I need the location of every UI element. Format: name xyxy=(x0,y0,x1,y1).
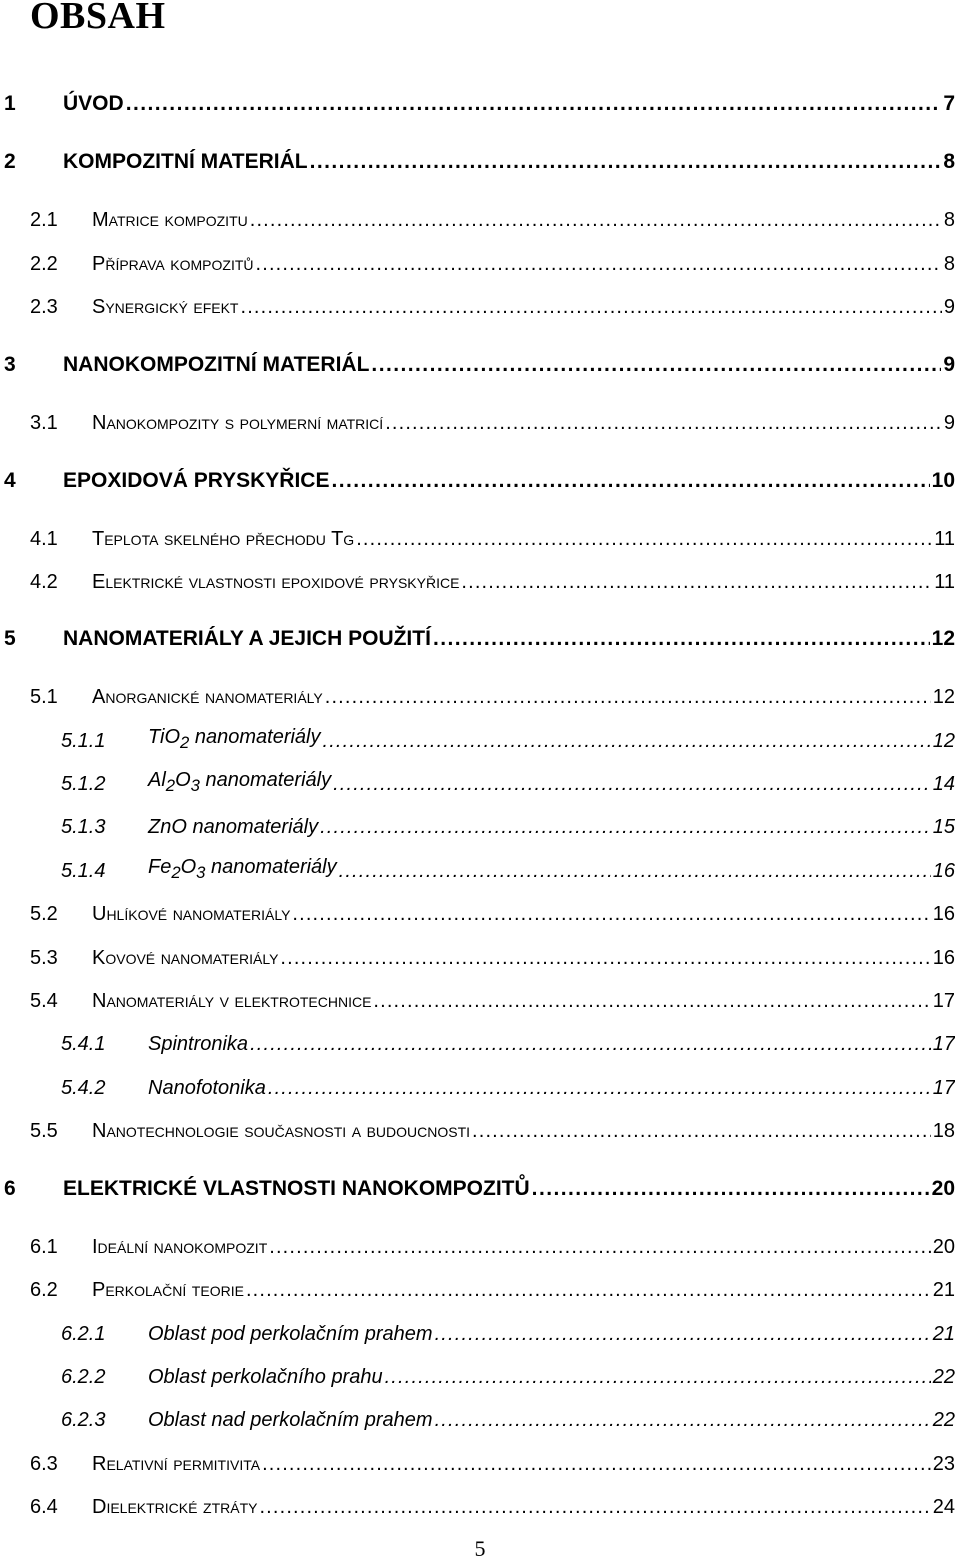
leader-dots xyxy=(248,209,942,232)
leader-dots xyxy=(371,990,930,1013)
toc-number: 6.1 xyxy=(30,1236,58,1258)
toc-label: NANOMATERIÁLY A JEJICH POUŽITÍ xyxy=(63,627,431,650)
toc-page: 20 xyxy=(932,1236,955,1258)
toc-number: 5.1.2 xyxy=(61,773,106,795)
toc-entry-4-2[interactable] xyxy=(0,564,955,594)
toc-label: Oblast pod perkolačním prahem xyxy=(148,1323,433,1345)
leader-dots xyxy=(244,1279,931,1302)
leader-dots xyxy=(354,528,932,551)
toc-page: 7 xyxy=(943,92,955,115)
toc-page: 17 xyxy=(932,1077,955,1099)
toc-entry-5-1-4[interactable] xyxy=(0,853,955,883)
toc-entry-3[interactable] xyxy=(0,347,955,377)
subscript: 2 xyxy=(180,733,190,752)
label-text: nanomateriály xyxy=(189,726,321,748)
leader-dots xyxy=(433,1409,931,1432)
toc-entry-5-1[interactable] xyxy=(0,679,955,709)
toc-entry-6-2-3[interactable] xyxy=(0,1402,955,1432)
page-number: 5 xyxy=(474,1536,486,1561)
toc-page: 11 xyxy=(934,528,955,550)
toc-number: 6.3 xyxy=(30,1453,58,1475)
toc-label: Nanofotonika xyxy=(148,1077,266,1099)
toc-number: 6.2.2 xyxy=(61,1366,106,1388)
leader-dots xyxy=(124,92,942,116)
toc-label: Oblast nad perkolačním prahem xyxy=(148,1409,433,1431)
toc-page: 9 xyxy=(943,296,955,318)
toc-page: 24 xyxy=(932,1496,955,1518)
toc-entry-5-4-2[interactable] xyxy=(0,1070,955,1100)
toc-entry-1[interactable] xyxy=(0,86,955,116)
label-text: O xyxy=(180,856,197,878)
toc-label: ÚVOD xyxy=(63,92,124,115)
toc-label: Teplota skelného přechodu Tg xyxy=(92,528,355,550)
toc-number: 5.2 xyxy=(30,903,58,925)
toc-entry-4[interactable] xyxy=(0,463,955,493)
leader-dots xyxy=(267,1236,931,1259)
leader-dots xyxy=(383,1366,931,1389)
leader-dots xyxy=(329,469,929,493)
toc-number: 5.4 xyxy=(30,990,58,1012)
leader-dots xyxy=(337,860,931,883)
toc-number: 3.1 xyxy=(30,412,58,434)
toc-entry-5-1-2[interactable] xyxy=(0,766,955,796)
subscript: 2 xyxy=(171,863,181,882)
toc-entry-6-2-2[interactable] xyxy=(0,1359,955,1389)
toc-label: Uhlíkové nanomateriály xyxy=(92,903,291,925)
toc-page: 16 xyxy=(932,947,955,969)
leader-dots xyxy=(257,1496,930,1519)
toc-number: 4.1 xyxy=(30,528,58,550)
toc-page: 12 xyxy=(932,686,955,708)
leader-dots xyxy=(321,730,931,753)
toc-entry-6-1[interactable] xyxy=(0,1229,955,1259)
toc-entry-6-3[interactable] xyxy=(0,1446,955,1476)
toc-page: 21 xyxy=(932,1323,955,1345)
leader-dots xyxy=(433,1323,931,1346)
toc-label: Nanomateriály v elektrotechnice xyxy=(92,990,372,1012)
leader-dots xyxy=(459,571,932,594)
leader-dots xyxy=(530,1177,930,1201)
toc-label: ZnO nanomateriály xyxy=(148,816,319,838)
toc-entry-5-1-1[interactable] xyxy=(0,723,955,753)
toc-number: 1 xyxy=(4,92,16,115)
toc-number: 2 xyxy=(4,150,16,173)
toc-page: 18 xyxy=(932,1120,955,1142)
leader-dots xyxy=(290,903,930,926)
toc-page: 9 xyxy=(943,412,955,434)
toc-label: Kovové nanomateriály xyxy=(92,947,279,969)
toc-label: ELEKTRICKÉ VLASTNOSTI NANOKOMPOZITŮ xyxy=(63,1177,530,1200)
toc-number: 5.1.1 xyxy=(61,730,106,752)
toc-label: NANOKOMPOZITNÍ MATERIÁL xyxy=(63,353,370,376)
toc-page: 21 xyxy=(932,1279,955,1301)
toc-page: 17 xyxy=(932,1033,955,1055)
toc-label xyxy=(148,769,331,796)
toc-number: 5.3 xyxy=(30,947,58,969)
toc-label xyxy=(148,856,337,883)
toc-page: 20 xyxy=(931,1177,955,1200)
toc-label: Nanotechnologie současnosti a budoucnosti xyxy=(92,1120,471,1142)
toc-label: Matrice kompozitu xyxy=(92,209,248,231)
toc-page: 22 xyxy=(932,1409,955,1431)
toc-entry-6[interactable] xyxy=(0,1171,955,1201)
toc-entry-6-2-1[interactable] xyxy=(0,1316,955,1346)
leader-dots xyxy=(470,1120,931,1143)
toc-page: 8 xyxy=(943,150,955,173)
toc-number: 5.5 xyxy=(30,1120,58,1142)
toc-number: 5.1 xyxy=(30,686,58,708)
label-text: Al xyxy=(148,769,166,791)
toc-page: 15 xyxy=(932,816,955,838)
toc-page: 11 xyxy=(934,571,955,593)
subscript: 3 xyxy=(196,863,206,882)
toc-number: 4 xyxy=(4,469,16,492)
toc-number: 4.2 xyxy=(30,571,58,593)
toc-number: 5.1.3 xyxy=(61,816,106,838)
toc-number: 6.2.1 xyxy=(61,1323,106,1345)
page-title: OBSAH xyxy=(30,0,166,37)
toc-number: 6.4 xyxy=(30,1496,58,1518)
label-text: nanomateriály xyxy=(199,769,332,791)
toc-label: Perkolační teorie xyxy=(92,1279,244,1301)
toc-number: 5 xyxy=(4,627,16,650)
leader-dots xyxy=(323,686,931,709)
toc-label: Nanokompozity s polymerní matricí xyxy=(92,412,384,434)
toc-entry-3-1[interactable] xyxy=(0,405,955,435)
toc-label: Anorganické nanomateriály xyxy=(92,686,323,708)
toc-page: 12 xyxy=(931,627,955,650)
toc-page: 16 xyxy=(932,903,955,925)
leader-dots xyxy=(318,816,931,839)
toc-entry-4-1[interactable] xyxy=(0,521,955,551)
leader-dots xyxy=(254,253,942,276)
toc-page: 10 xyxy=(931,469,955,492)
leader-dots xyxy=(308,150,942,174)
toc-page: 8 xyxy=(943,209,955,231)
toc-number: 5.4.1 xyxy=(61,1033,106,1055)
toc-entry-2-1[interactable] xyxy=(0,202,955,232)
toc-label: Spintronika xyxy=(148,1033,249,1055)
toc-number: 2.1 xyxy=(30,209,58,231)
toc-number: 5.4.2 xyxy=(61,1077,106,1099)
toc-page: 8 xyxy=(943,253,955,275)
toc-entry-5-4[interactable] xyxy=(0,983,955,1013)
toc-label: Oblast perkolačního prahu xyxy=(148,1366,383,1388)
subscript: 2 xyxy=(165,776,176,795)
toc-page: 12 xyxy=(932,730,955,752)
toc-number: 3 xyxy=(4,353,16,376)
toc-entry-5-4-1[interactable] xyxy=(0,1026,955,1056)
leader-dots xyxy=(431,627,930,651)
toc-number: 6.2 xyxy=(30,1279,58,1301)
label-text: O xyxy=(175,769,191,791)
leader-dots xyxy=(383,412,942,435)
toc-page: 23 xyxy=(932,1453,955,1475)
label-text: nanomateriály xyxy=(205,856,337,878)
label-text: TiO xyxy=(148,726,181,748)
toc-label: Ideální nanokompozit xyxy=(92,1236,268,1258)
toc-entry-2-3[interactable] xyxy=(0,289,955,319)
toc-page: 14 xyxy=(932,773,955,795)
subscript: 3 xyxy=(190,776,200,795)
toc-number: 5.1.4 xyxy=(61,860,106,882)
leader-dots xyxy=(238,296,941,319)
toc-entry-6-2[interactable] xyxy=(0,1272,955,1302)
toc-entry-5-2[interactable] xyxy=(0,896,955,926)
toc-label: Relativní permitivita xyxy=(92,1453,261,1475)
toc-entry-6-4[interactable] xyxy=(0,1489,955,1519)
toc-label: Dielektrické ztráty xyxy=(92,1496,258,1518)
toc-number: 2.2 xyxy=(30,253,58,275)
toc-label: Synergický efekt xyxy=(92,296,239,318)
toc-number: 6.2.3 xyxy=(61,1409,106,1431)
toc-number: 6 xyxy=(4,1177,16,1200)
toc-entry-5[interactable] xyxy=(0,621,955,651)
toc-label xyxy=(148,726,321,753)
leader-dots xyxy=(266,1077,931,1100)
toc-number: 2.3 xyxy=(30,296,58,318)
toc-page: 22 xyxy=(932,1366,955,1388)
toc-label: EPOXIDOVÁ PRYSKYŘICE xyxy=(63,469,330,492)
leader-dots xyxy=(331,773,931,796)
toc-label: KOMPOZITNÍ MATERIÁL xyxy=(63,150,308,173)
leader-dots xyxy=(278,947,930,970)
toc-entry-5-3[interactable] xyxy=(0,940,955,970)
toc-entry-5-1-3[interactable] xyxy=(0,809,955,839)
toc-page: 16 xyxy=(932,860,955,882)
label-text: Fe xyxy=(148,856,172,878)
leader-dots xyxy=(248,1033,931,1056)
toc-label: Elektrické vlastnosti epoxidové pryskyřice xyxy=(92,571,460,593)
leader-dots xyxy=(260,1453,931,1476)
leader-dots xyxy=(369,353,941,377)
toc-entry-2[interactable] xyxy=(0,144,955,174)
toc-page: 17 xyxy=(932,990,955,1012)
toc-page: 9 xyxy=(943,353,955,376)
toc-label: Příprava kompozitů xyxy=(92,253,254,275)
toc-entry-2-2[interactable] xyxy=(0,246,955,276)
toc-entry-5-5[interactable] xyxy=(0,1113,955,1143)
